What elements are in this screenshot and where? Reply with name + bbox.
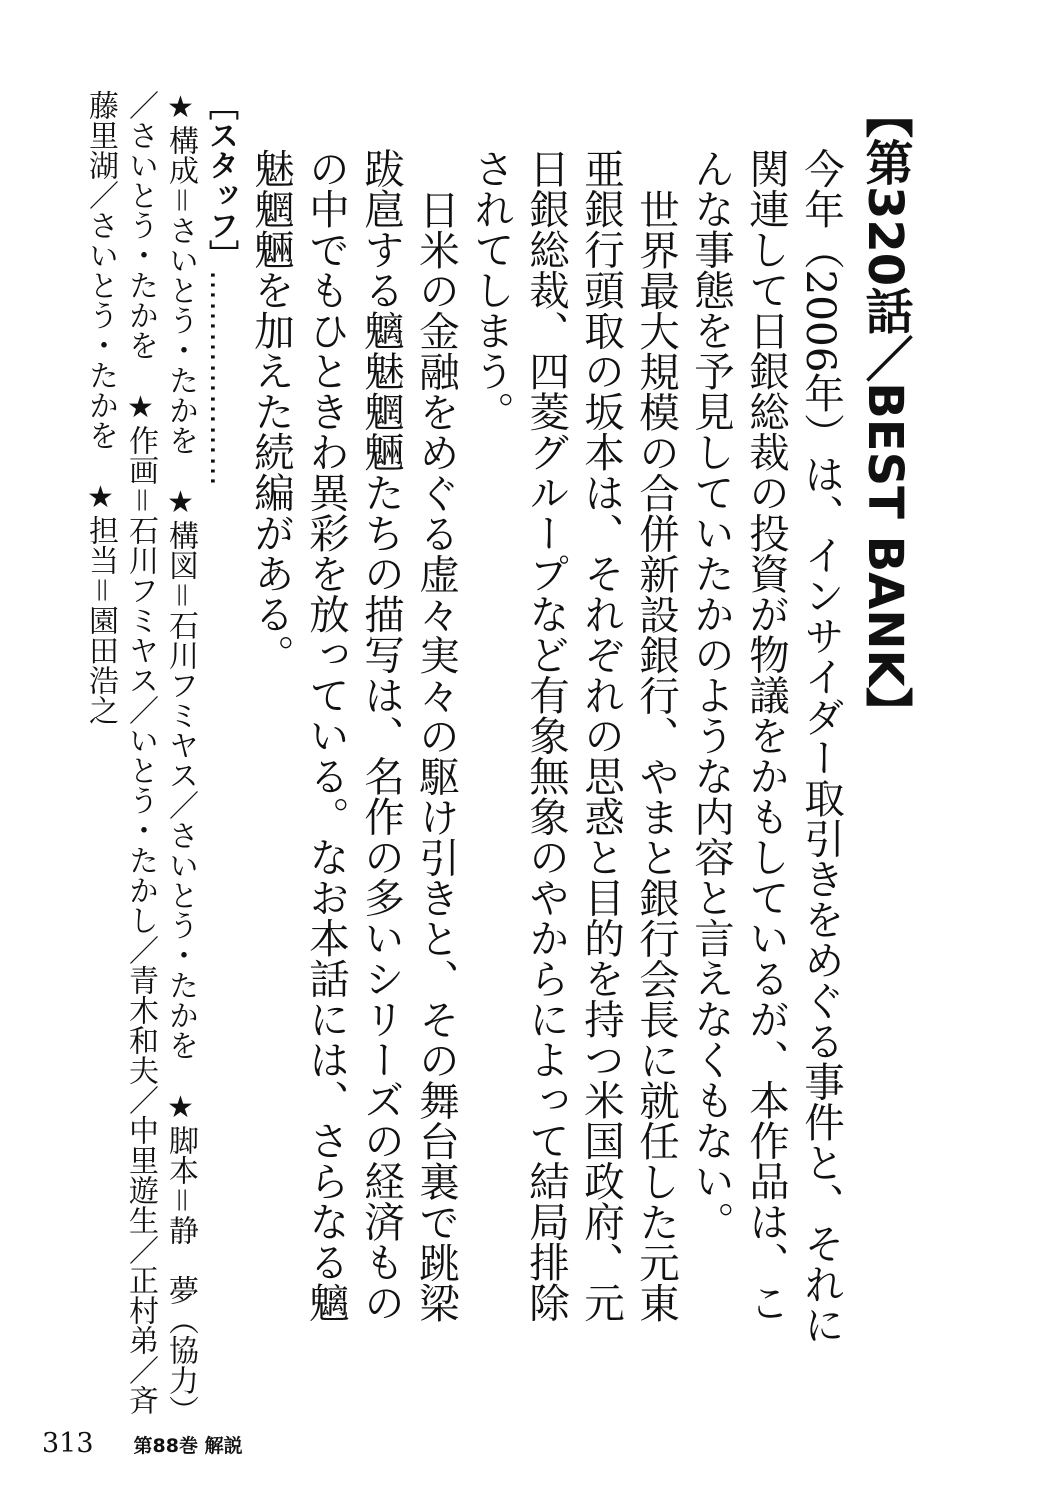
commentary-body (247, 148, 848, 1348)
volume-label: 第88巻 解説 (133, 1435, 243, 1457)
paragraph-1: 今年（2006年）は、インサイダー取引きをめぐる事件と、それに関連して日銀総裁の投資が物議をかもしているが、本作品は、こんな事態を予見していたかのような内容と言えなくもない。 (687, 148, 845, 1345)
staff-heading-line (200, 90, 240, 1440)
staff-credits: ★構成＝さいとう・たかを ★構図＝石川フミヤス／さいとう・たかを ★脚本＝静 夢（協力）／さいとう・たかを ★作画＝石川フミヤス／いとう・たかし／青木和夫／中里遊生／正村弟／斉藤里湖／さいとう・たかを ★担当＝園田浩之 (83, 90, 198, 1425)
paragraph-3: 日米の金融をめぐる虚々実々の駆け引きと、その舞台裏で跳梁跋扈する魑魅魍魎たちの描写は、名作の多いシリーズの経済ものの中でもひときわ異彩を放っている。なお本話には、さらなる魑魅魍魎を加えた続編がある。 (247, 148, 460, 1323)
staff-leader-dots: ………………… (203, 270, 238, 487)
staff-section (70, 90, 240, 1440)
page-footer (42, 1428, 243, 1468)
page-number: 313 (42, 1428, 94, 1459)
staff-title: ［スタッフ］ (203, 90, 238, 270)
episode-heading: 【第320話／BEST BANK】 (857, 90, 913, 735)
paragraph-2: 世界最大規模の合併新設銀行、やまと銀行会長に就任した元東亜銀行頭取の坂本は、それぞれの思惑と目的を持つ米国政府、元日銀総裁、四菱グループなど有象無象のやからによって結局排除されてしまう。 (467, 148, 680, 1323)
